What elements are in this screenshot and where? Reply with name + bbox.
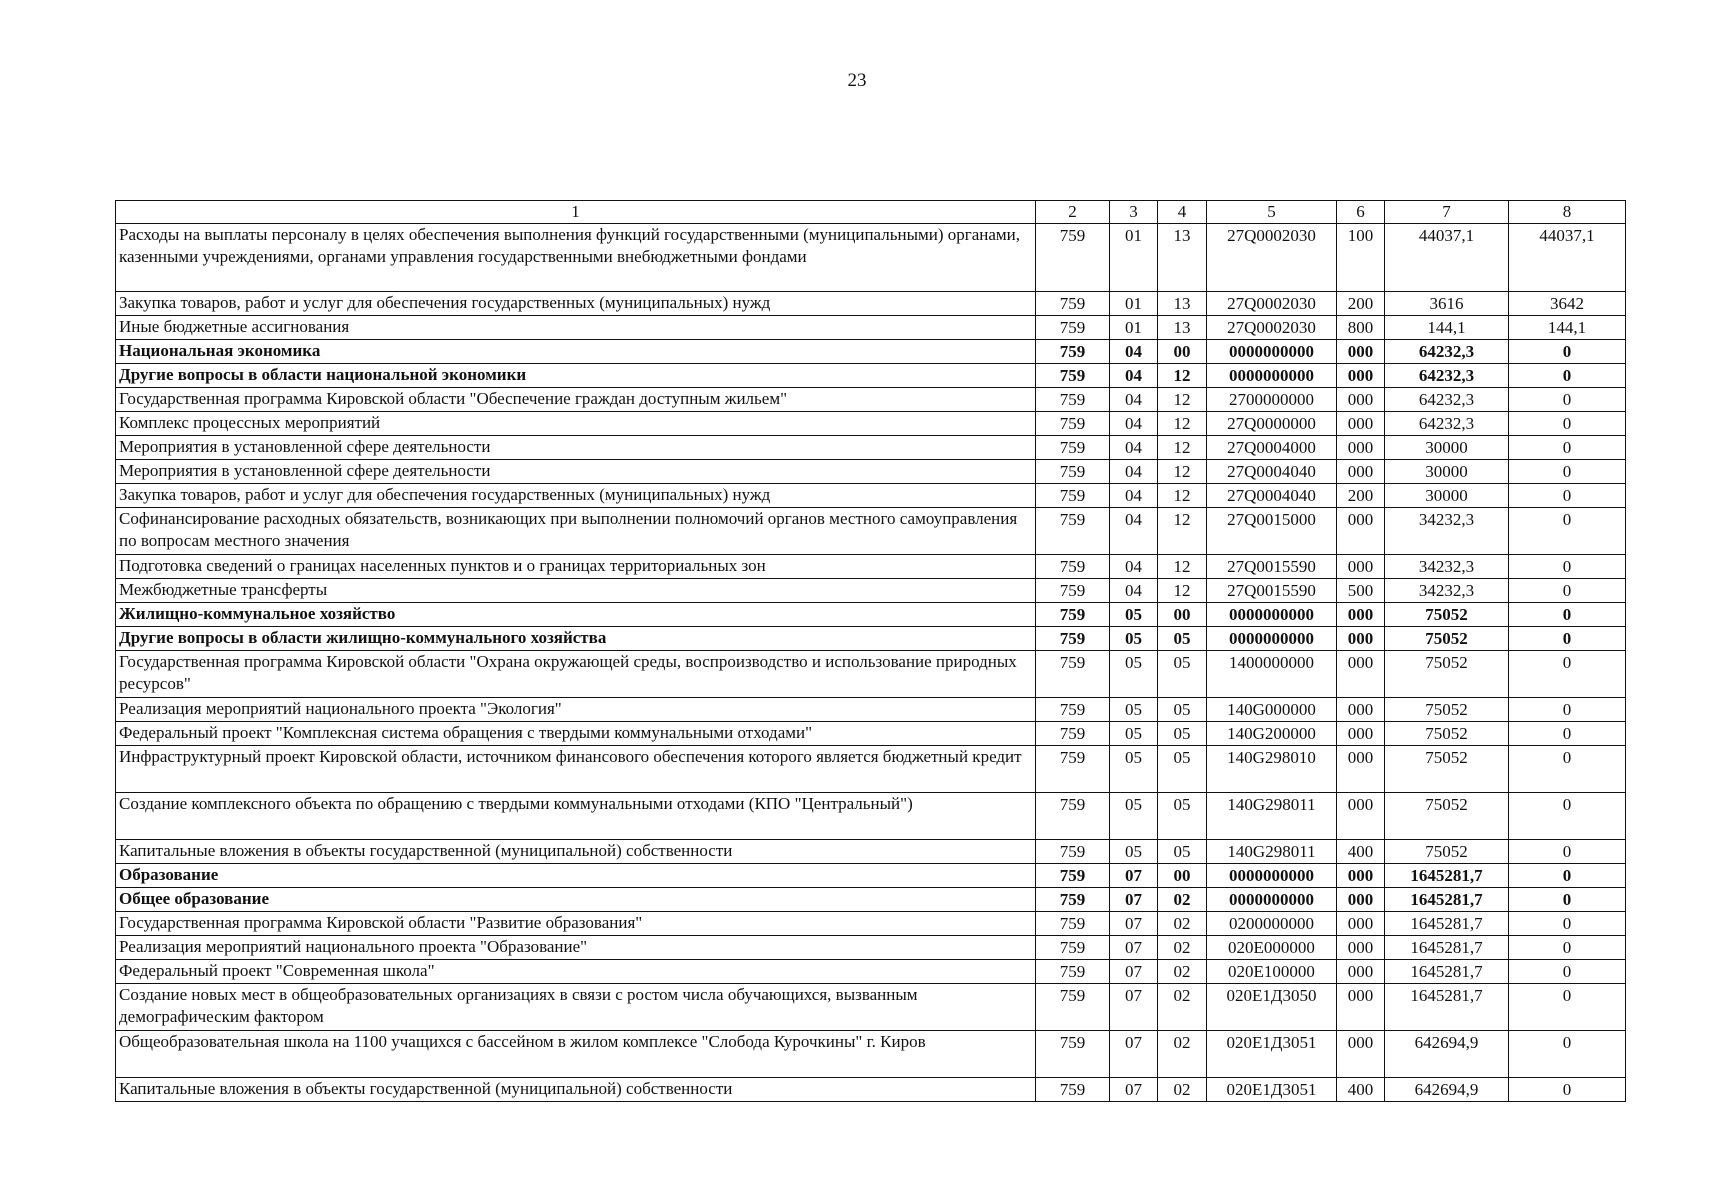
target-article: 27Q0015590	[1207, 555, 1337, 579]
target-article: 27Q0002030	[1207, 224, 1337, 292]
column-number: 7	[1385, 201, 1509, 224]
expense-type: 000	[1337, 984, 1385, 1031]
section-code: 07	[1110, 936, 1158, 960]
amount-2024: 3616	[1385, 292, 1509, 316]
target-article: 0000000000	[1207, 627, 1337, 651]
expense-type: 000	[1337, 864, 1385, 888]
row-name: Общее образование	[116, 888, 1036, 912]
subsection-code: 05	[1158, 651, 1207, 698]
amount-2025: 0	[1509, 722, 1626, 746]
table-row	[116, 840, 1626, 864]
target-article: 020E100000	[1207, 960, 1337, 984]
expense-type: 200	[1337, 292, 1385, 316]
table-row	[116, 603, 1626, 627]
table-row	[116, 316, 1626, 340]
target-article: 020E1Д3050	[1207, 984, 1337, 1031]
subsection-code: 12	[1158, 364, 1207, 388]
table-row	[116, 627, 1626, 651]
target-article: 27Q0000000	[1207, 412, 1337, 436]
amount-2024: 64232,3	[1385, 412, 1509, 436]
section-code: 04	[1110, 579, 1158, 603]
table-row	[116, 912, 1626, 936]
amount-2025: 0	[1509, 627, 1626, 651]
expense-type: 000	[1337, 651, 1385, 698]
expense-type: 000	[1337, 388, 1385, 412]
admin-code: 759	[1036, 484, 1110, 508]
table-row	[116, 484, 1626, 508]
amount-2025: 0	[1509, 1031, 1626, 1078]
table-row	[116, 1078, 1626, 1102]
subsection-code: 02	[1158, 888, 1207, 912]
admin-code: 759	[1036, 984, 1110, 1031]
target-article: 1400000000	[1207, 651, 1337, 698]
section-code: 05	[1110, 840, 1158, 864]
target-article: 140G000000	[1207, 698, 1337, 722]
amount-2025: 44037,1	[1509, 224, 1626, 292]
row-name: Национальная экономика	[116, 340, 1036, 364]
row-name: Государственная программа Кировской области "Обеспечение граждан доступным жильем"	[116, 388, 1036, 412]
target-article: 27Q0004040	[1207, 484, 1337, 508]
table-row	[116, 864, 1626, 888]
subsection-code: 13	[1158, 292, 1207, 316]
amount-2025: 0	[1509, 888, 1626, 912]
admin-code: 759	[1036, 292, 1110, 316]
section-code: 05	[1110, 746, 1158, 793]
admin-code: 759	[1036, 627, 1110, 651]
row-name: Федеральный проект "Комплексная система обращения с твердыми коммунальными отходами"	[116, 722, 1036, 746]
admin-code: 759	[1036, 388, 1110, 412]
row-name: Другие вопросы в области жилищно-коммунального хозяйства	[116, 627, 1036, 651]
amount-2025: 0	[1509, 340, 1626, 364]
subsection-code: 05	[1158, 746, 1207, 793]
expense-type: 500	[1337, 579, 1385, 603]
admin-code: 759	[1036, 340, 1110, 364]
row-name: Капитальные вложения в объекты государственной (муниципальной) собственности	[116, 1078, 1036, 1102]
table-row	[116, 984, 1626, 1031]
budget-table	[115, 200, 1626, 1102]
section-code: 04	[1110, 412, 1158, 436]
subsection-code: 02	[1158, 1078, 1207, 1102]
table-row	[116, 388, 1626, 412]
table-row	[116, 1031, 1626, 1078]
admin-code: 759	[1036, 224, 1110, 292]
amount-2025: 0	[1509, 1078, 1626, 1102]
table-row	[116, 364, 1626, 388]
row-name: Капитальные вложения в объекты государственной (муниципальной) собственности	[116, 840, 1036, 864]
target-article: 0000000000	[1207, 340, 1337, 364]
expense-type: 000	[1337, 508, 1385, 555]
amount-2024: 642694,9	[1385, 1078, 1509, 1102]
expense-type: 800	[1337, 316, 1385, 340]
table-row	[116, 888, 1626, 912]
section-code: 07	[1110, 912, 1158, 936]
table-row	[116, 651, 1626, 698]
amount-2025: 0	[1509, 936, 1626, 960]
expense-type: 000	[1337, 722, 1385, 746]
section-code: 04	[1110, 484, 1158, 508]
expense-type: 000	[1337, 340, 1385, 364]
subsection-code: 02	[1158, 984, 1207, 1031]
admin-code: 759	[1036, 651, 1110, 698]
column-number: 3	[1110, 201, 1158, 224]
row-name: Другие вопросы в области национальной экономики	[116, 364, 1036, 388]
admin-code: 759	[1036, 864, 1110, 888]
subsection-code: 12	[1158, 484, 1207, 508]
amount-2025: 0	[1509, 508, 1626, 555]
section-code: 05	[1110, 698, 1158, 722]
amount-2025: 0	[1509, 698, 1626, 722]
table-row	[116, 746, 1626, 793]
amount-2024: 75052	[1385, 793, 1509, 840]
amount-2024: 1645281,7	[1385, 888, 1509, 912]
row-name: Мероприятия в установленной сфере деятельности	[116, 460, 1036, 484]
amount-2025: 0	[1509, 984, 1626, 1031]
row-name: Комплекс процессных мероприятий	[116, 412, 1036, 436]
section-code: 01	[1110, 316, 1158, 340]
target-article: 27Q0002030	[1207, 316, 1337, 340]
section-code: 01	[1110, 292, 1158, 316]
amount-2024: 75052	[1385, 840, 1509, 864]
target-article: 0000000000	[1207, 864, 1337, 888]
row-name: Закупка товаров, работ и услуг для обеспечения государственных (муниципальных) нужд	[116, 484, 1036, 508]
admin-code: 759	[1036, 1078, 1110, 1102]
amount-2024: 1645281,7	[1385, 912, 1509, 936]
row-name: Закупка товаров, работ и услуг для обеспечения государственных (муниципальных) нужд	[116, 292, 1036, 316]
row-name: Образование	[116, 864, 1036, 888]
section-code: 05	[1110, 793, 1158, 840]
subsection-code: 13	[1158, 224, 1207, 292]
row-name: Государственная программа Кировской области "Охрана окружающей среды, воспроизводство и использование природных ресурсов"	[116, 651, 1036, 698]
row-name: Подготовка сведений о границах населенных пунктов и о границах территориальных зон	[116, 555, 1036, 579]
admin-code: 759	[1036, 960, 1110, 984]
section-code: 04	[1110, 436, 1158, 460]
column-number: 8	[1509, 201, 1626, 224]
table-row	[116, 292, 1626, 316]
amount-2025: 0	[1509, 484, 1626, 508]
amount-2024: 34232,3	[1385, 555, 1509, 579]
amount-2024: 642694,9	[1385, 1031, 1509, 1078]
section-code: 07	[1110, 960, 1158, 984]
subsection-code: 12	[1158, 412, 1207, 436]
section-code: 01	[1110, 224, 1158, 292]
target-article: 0200000000	[1207, 912, 1337, 936]
amount-2024: 64232,3	[1385, 340, 1509, 364]
amount-2025: 144,1	[1509, 316, 1626, 340]
expense-type: 000	[1337, 936, 1385, 960]
table-row	[116, 460, 1626, 484]
subsection-code: 02	[1158, 912, 1207, 936]
admin-code: 759	[1036, 555, 1110, 579]
section-code: 07	[1110, 888, 1158, 912]
subsection-code: 12	[1158, 508, 1207, 555]
target-article: 020E000000	[1207, 936, 1337, 960]
table-row	[116, 698, 1626, 722]
amount-2024: 1645281,7	[1385, 936, 1509, 960]
expense-type: 000	[1337, 912, 1385, 936]
admin-code: 759	[1036, 508, 1110, 555]
admin-code: 759	[1036, 888, 1110, 912]
amount-2025: 0	[1509, 651, 1626, 698]
expense-type: 000	[1337, 746, 1385, 793]
expense-type: 000	[1337, 627, 1385, 651]
admin-code: 759	[1036, 793, 1110, 840]
section-code: 05	[1110, 603, 1158, 627]
target-article: 140G298011	[1207, 840, 1337, 864]
row-name: Иные бюджетные ассигнования	[116, 316, 1036, 340]
amount-2025: 0	[1509, 436, 1626, 460]
amount-2025: 0	[1509, 793, 1626, 840]
amount-2025: 0	[1509, 746, 1626, 793]
expense-type: 000	[1337, 793, 1385, 840]
section-code: 04	[1110, 388, 1158, 412]
target-article: 140G298011	[1207, 793, 1337, 840]
target-article: 140G200000	[1207, 722, 1337, 746]
subsection-code: 02	[1158, 1031, 1207, 1078]
admin-code: 759	[1036, 746, 1110, 793]
amount-2024: 30000	[1385, 460, 1509, 484]
subsection-code: 13	[1158, 316, 1207, 340]
table-row	[116, 340, 1626, 364]
section-code: 07	[1110, 1031, 1158, 1078]
amount-2024: 75052	[1385, 651, 1509, 698]
subsection-code: 05	[1158, 793, 1207, 840]
row-name: Межбюджетные трансферты	[116, 579, 1036, 603]
table-body	[116, 224, 1626, 1102]
admin-code: 759	[1036, 579, 1110, 603]
section-code: 04	[1110, 508, 1158, 555]
expense-type: 100	[1337, 224, 1385, 292]
amount-2024: 64232,3	[1385, 364, 1509, 388]
expense-type: 400	[1337, 840, 1385, 864]
target-article: 27Q0015000	[1207, 508, 1337, 555]
target-article: 27Q0004040	[1207, 460, 1337, 484]
admin-code: 759	[1036, 698, 1110, 722]
admin-code: 759	[1036, 912, 1110, 936]
target-article: 0000000000	[1207, 603, 1337, 627]
admin-code: 759	[1036, 722, 1110, 746]
amount-2024: 44037,1	[1385, 224, 1509, 292]
expense-type: 200	[1337, 484, 1385, 508]
expense-type: 000	[1337, 364, 1385, 388]
admin-code: 759	[1036, 316, 1110, 340]
row-name: Федеральный проект "Современная школа"	[116, 960, 1036, 984]
row-name: Создание новых мест в общеобразовательных организациях в связи с ростом числа обучающихся, вызванным демографическим фактором	[116, 984, 1036, 1031]
target-article: 27Q0015590	[1207, 579, 1337, 603]
row-name: Софинансирование расходных обязательств, возникающих при выполнении полномочий органов местного самоуправления по вопросам местного значения	[116, 508, 1036, 555]
table-row	[116, 793, 1626, 840]
expense-type: 400	[1337, 1078, 1385, 1102]
row-name: Реализация мероприятий национального проекта "Экология"	[116, 698, 1036, 722]
expense-type: 000	[1337, 698, 1385, 722]
target-article: 0000000000	[1207, 364, 1337, 388]
section-code: 05	[1110, 627, 1158, 651]
row-name: Инфраструктурный проект Кировской области, источником финансового обеспечения которого является бюджетный кредит	[116, 746, 1036, 793]
target-article: 2700000000	[1207, 388, 1337, 412]
column-number-row	[116, 201, 1626, 224]
table-row	[116, 722, 1626, 746]
target-article: 27Q0002030	[1207, 292, 1337, 316]
amount-2024: 34232,3	[1385, 579, 1509, 603]
amount-2025: 0	[1509, 364, 1626, 388]
admin-code: 759	[1036, 1031, 1110, 1078]
subsection-code: 12	[1158, 579, 1207, 603]
section-code: 07	[1110, 984, 1158, 1031]
expense-type: 000	[1337, 412, 1385, 436]
subsection-code: 05	[1158, 722, 1207, 746]
target-article: 27Q0004000	[1207, 436, 1337, 460]
subsection-code: 05	[1158, 627, 1207, 651]
amount-2024: 1645281,7	[1385, 984, 1509, 1031]
admin-code: 759	[1036, 460, 1110, 484]
subsection-code: 12	[1158, 436, 1207, 460]
expense-type: 000	[1337, 555, 1385, 579]
amount-2024: 1645281,7	[1385, 864, 1509, 888]
column-number: 4	[1158, 201, 1207, 224]
subsection-code: 00	[1158, 340, 1207, 364]
subsection-code: 05	[1158, 698, 1207, 722]
section-code: 04	[1110, 555, 1158, 579]
section-code: 05	[1110, 651, 1158, 698]
target-article: 140G298010	[1207, 746, 1337, 793]
amount-2024: 64232,3	[1385, 388, 1509, 412]
amount-2025: 0	[1509, 960, 1626, 984]
admin-code: 759	[1036, 936, 1110, 960]
subsection-code: 12	[1158, 388, 1207, 412]
admin-code: 759	[1036, 436, 1110, 460]
subsection-code: 00	[1158, 603, 1207, 627]
row-name: Жилищно-коммунальное хозяйство	[116, 603, 1036, 627]
table-row	[116, 936, 1626, 960]
admin-code: 759	[1036, 603, 1110, 627]
section-code: 04	[1110, 340, 1158, 364]
subsection-code: 02	[1158, 936, 1207, 960]
amount-2025: 0	[1509, 864, 1626, 888]
expense-type: 000	[1337, 1031, 1385, 1078]
section-code: 07	[1110, 1078, 1158, 1102]
subsection-code: 12	[1158, 460, 1207, 484]
amount-2025: 0	[1509, 912, 1626, 936]
subsection-code: 12	[1158, 555, 1207, 579]
amount-2024: 30000	[1385, 484, 1509, 508]
amount-2024: 75052	[1385, 746, 1509, 793]
row-name: Расходы на выплаты персоналу в целях обеспечения выполнения функций государственными (муниципальными) органами, казенными учреждениями, органами управления государственными внебюджетными фондами	[116, 224, 1036, 292]
table-row	[116, 508, 1626, 555]
row-name: Общеобразовательная школа на 1100 учащихся с бассейном в жилом комплексе "Слобода Курочкины" г. Киров	[116, 1031, 1036, 1078]
row-name: Мероприятия в установленной сфере деятельности	[116, 436, 1036, 460]
target-article: 020E1Д3051	[1207, 1078, 1337, 1102]
amount-2024: 75052	[1385, 603, 1509, 627]
section-code: 04	[1110, 364, 1158, 388]
admin-code: 759	[1036, 840, 1110, 864]
row-name: Создание комплексного объекта по обращению с твердыми коммунальными отходами (КПО "Центральный")	[116, 793, 1036, 840]
admin-code: 759	[1036, 364, 1110, 388]
subsection-code: 05	[1158, 840, 1207, 864]
section-code: 07	[1110, 864, 1158, 888]
subsection-code: 02	[1158, 960, 1207, 984]
amount-2024: 34232,3	[1385, 508, 1509, 555]
row-name: Реализация мероприятий национального проекта "Образование"	[116, 936, 1036, 960]
amount-2024: 75052	[1385, 698, 1509, 722]
amount-2025: 0	[1509, 579, 1626, 603]
page-number: 23	[847, 70, 867, 91]
column-number: 1	[116, 201, 1036, 224]
expense-type: 000	[1337, 888, 1385, 912]
table-row	[116, 579, 1626, 603]
amount-2025: 0	[1509, 460, 1626, 484]
amount-2025: 0	[1509, 412, 1626, 436]
expense-type: 000	[1337, 460, 1385, 484]
amount-2024: 1645281,7	[1385, 960, 1509, 984]
expense-type: 000	[1337, 960, 1385, 984]
amount-2024: 144,1	[1385, 316, 1509, 340]
table-row	[116, 224, 1626, 292]
amount-2024: 75052	[1385, 627, 1509, 651]
table-row	[116, 412, 1626, 436]
amount-2025: 0	[1509, 388, 1626, 412]
amount-2025: 0	[1509, 840, 1626, 864]
column-number: 6	[1337, 201, 1385, 224]
amount-2024: 75052	[1385, 722, 1509, 746]
expense-type: 000	[1337, 436, 1385, 460]
row-name: Государственная программа Кировской области "Развитие образования"	[116, 912, 1036, 936]
target-article: 020E1Д3051	[1207, 1031, 1337, 1078]
amount-2025: 3642	[1509, 292, 1626, 316]
amount-2025: 0	[1509, 555, 1626, 579]
expense-type: 000	[1337, 603, 1385, 627]
section-code: 05	[1110, 722, 1158, 746]
amount-2024: 30000	[1385, 436, 1509, 460]
column-number: 2	[1036, 201, 1110, 224]
table-row	[116, 960, 1626, 984]
column-number: 5	[1207, 201, 1337, 224]
section-code: 04	[1110, 460, 1158, 484]
subsection-code: 00	[1158, 864, 1207, 888]
table-row	[116, 555, 1626, 579]
admin-code: 759	[1036, 412, 1110, 436]
table-row	[116, 436, 1626, 460]
amount-2025: 0	[1509, 603, 1626, 627]
target-article: 0000000000	[1207, 888, 1337, 912]
